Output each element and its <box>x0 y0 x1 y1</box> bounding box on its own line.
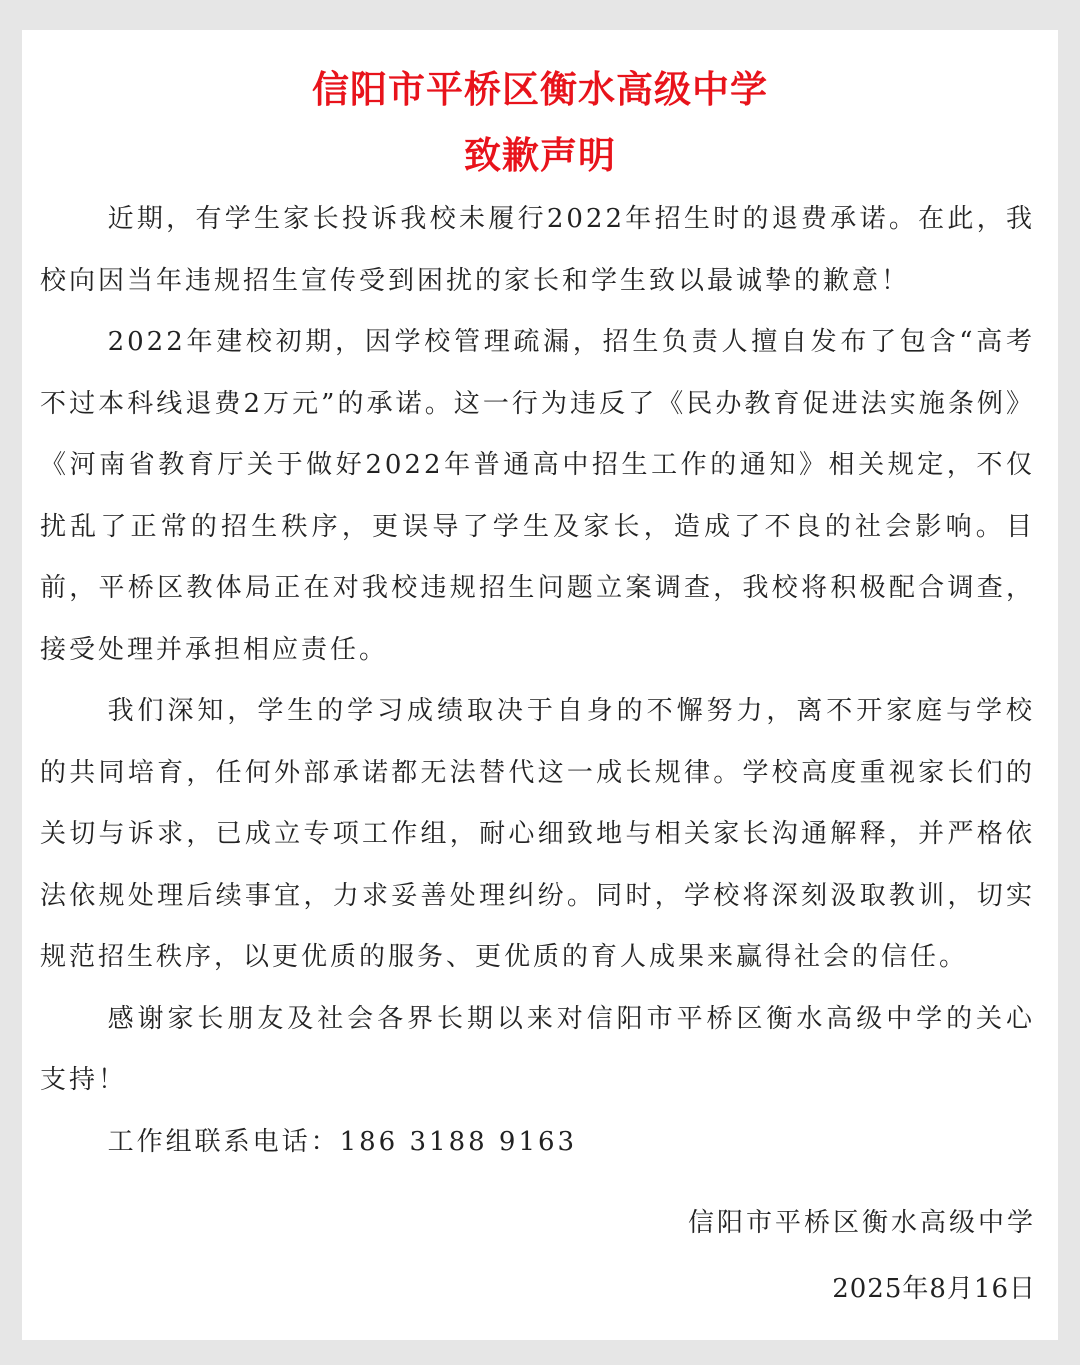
statement-document <box>22 30 1058 1340</box>
paragraph-thanks: 感谢家长朋友及社会各界长期以来对信阳市平桥区衡水高级中学的关心支持！ <box>40 1003 1035 1095</box>
signature-organization: 信阳市平桥区衡水高级中学 <box>687 1208 1036 1238</box>
signature-date: 2025年8月16日 <box>832 1274 1036 1304</box>
document-title: 信阳市平桥区衡水高级中学 <box>312 68 768 111</box>
paragraph-commitment: 我们深知，学生的学习成绩取决于自身的不懈努力，离不开家庭与学校的共同培育，任何外部承诺都无法替代这一成长规律。学校高度重视家长们的关切与诉求，已成立专项工作组，耐心细致地与相关家长沟通解释，并严格依法依规处理后续事宜，力求妥善处理纠纷。同时，学校将深刻汲取教训，切实规范招生秩序，以更优质的服务、更优质的育人成果来赢得社会的信任。 <box>40 696 1035 972</box>
paragraph-background: 2022年建校初期，因学校管理疏漏，招生负责人擅自发布了包含“高考不过本科线退费2万元”的承诺。这一行为违反了《民办教育促进法实施条例》《河南省教育厅关于做好2022年普通高中招生工作的通知》相关规定，不仅扰乱了正常的招生秩序，更误导了学生及家长，造成了不良的社会影响。目前，平桥区教体局正在对我校违规招生问题立案调查，我校将积极配合调查，接受处理并承担相应责任。 <box>40 327 1035 665</box>
statement-body <box>40 189 1035 1173</box>
paragraph-complaint: 近期，有学生家长投诉我校未履行2022年招生时的退费承诺。在此，我校向因当年违规招生宣传受到困扰的家长和学生致以最诚挚的歉意！ <box>40 204 1035 296</box>
document-subtitle: 致歉声明 <box>464 134 616 177</box>
contact-phone: 工作组联系电话：186 3188 9163 <box>107 1126 578 1157</box>
